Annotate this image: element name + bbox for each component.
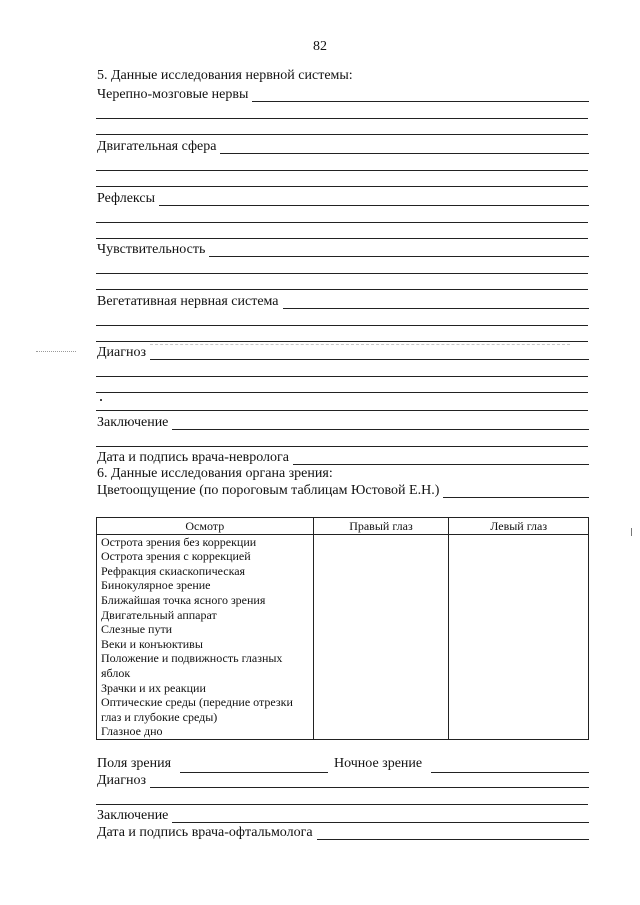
vision-conclusion-label: Заключение xyxy=(97,808,169,823)
visual-fields-line[interactable] xyxy=(180,771,328,773)
vision-conclusion-line[interactable] xyxy=(172,821,589,823)
page-number: 82 xyxy=(313,39,327,54)
exam-item: глаз и глубокие среды) xyxy=(101,709,218,724)
motor-sphere-field[interactable] xyxy=(97,140,589,154)
neuro-diagnosis-line[interactable] xyxy=(150,358,589,360)
blank-line[interactable] xyxy=(96,376,588,377)
autonomic-label: Вегетативная нервная система xyxy=(97,294,279,309)
vision-diagnosis-label: Диагноз xyxy=(97,773,147,788)
blank-line[interactable] xyxy=(96,118,588,119)
blank-line[interactable] xyxy=(96,804,588,805)
exam-item: Двигательный аппарат xyxy=(101,607,217,622)
blank-line[interactable] xyxy=(96,392,588,393)
night-vision-label: Ночное зрение xyxy=(334,756,423,771)
cranial-nerves-field[interactable] xyxy=(97,88,589,102)
column-header-left-eye: Левый глаз xyxy=(449,518,589,535)
cranial-nerves-label: Черепно-мозговые нервы xyxy=(97,87,249,102)
exam-item: Зрачки и их реакции xyxy=(101,680,206,695)
exam-item: Оптические среды (передние отрезки xyxy=(101,695,293,710)
scan-artifact xyxy=(150,344,570,345)
vision-section-title: 6. Данные исследования органа зрения: xyxy=(97,466,333,481)
color-perception-label: Цветоощущение (по пороговым таблицам Юстовой Е.Н.) xyxy=(97,483,440,498)
neuro-conclusion-field[interactable] xyxy=(97,416,589,430)
table-header-row xyxy=(97,518,589,535)
vision-signature-field[interactable] xyxy=(97,826,589,840)
cranial-nerves-line[interactable] xyxy=(252,100,589,102)
autonomic-field[interactable] xyxy=(97,295,589,309)
neuro-conclusion-line[interactable] xyxy=(172,428,589,430)
neuro-diagnosis-field[interactable] xyxy=(97,346,589,360)
vision-exam-table xyxy=(96,517,589,740)
reflexes-line[interactable] xyxy=(159,204,589,206)
vision-diagnosis-line[interactable] xyxy=(150,786,589,788)
column-header-exam: Осмотр xyxy=(97,518,314,535)
exam-item: Веки и конъюктивы xyxy=(101,636,203,651)
exam-item: Острота зрения с коррекцией xyxy=(101,549,251,564)
color-perception-field[interactable] xyxy=(97,484,589,498)
exam-item: яблок xyxy=(101,665,131,680)
vision-conclusion-field[interactable] xyxy=(97,809,589,823)
color-perception-line[interactable] xyxy=(443,496,589,498)
blank-line[interactable] xyxy=(96,341,588,342)
blank-line[interactable] xyxy=(96,410,588,411)
scan-artifact xyxy=(36,351,76,352)
blank-line[interactable] xyxy=(96,238,588,239)
neuro-diagnosis-label: Диагноз xyxy=(97,345,147,360)
sensitivity-field[interactable] xyxy=(97,243,589,257)
exam-item: Глазное дно xyxy=(101,724,163,739)
exam-item: Ближайшая точка ясного зрения xyxy=(101,592,266,607)
exam-item: Рефракция скиаскопическая xyxy=(101,563,246,578)
vision-signature-line[interactable] xyxy=(317,838,589,840)
scan-artifact xyxy=(631,528,632,536)
neuro-conclusion-label: Заключение xyxy=(97,415,169,430)
right-eye-cell[interactable] xyxy=(313,534,449,739)
blank-line[interactable] xyxy=(96,289,588,290)
motor-sphere-label: Двигательная сфера xyxy=(97,139,217,154)
blank-line[interactable] xyxy=(96,446,588,447)
neuro-signature-label: Дата и подпись врача-невролога xyxy=(97,450,289,465)
blank-line[interactable] xyxy=(96,134,588,135)
reflexes-label: Рефлексы xyxy=(97,191,155,206)
neuro-signature-line[interactable] xyxy=(293,463,589,465)
blank-line[interactable] xyxy=(96,273,588,274)
column-header-right-eye: Правый глаз xyxy=(313,518,449,535)
neuro-section-title: 5. Данные исследования нервной системы: xyxy=(97,68,353,83)
night-vision-line[interactable] xyxy=(431,771,589,773)
vision-diagnosis-field[interactable] xyxy=(97,774,589,788)
blank-line[interactable] xyxy=(96,186,588,187)
exam-item: Положение и подвижность глазных xyxy=(101,651,283,666)
sensitivity-label: Чувствительность xyxy=(97,242,206,257)
blank-line[interactable] xyxy=(96,170,588,171)
blank-line[interactable] xyxy=(96,222,588,223)
left-eye-cell[interactable] xyxy=(449,534,589,739)
table-body-row xyxy=(97,534,589,739)
exam-item: Слезные пути xyxy=(101,622,173,637)
autonomic-line[interactable] xyxy=(283,307,589,309)
motor-sphere-line[interactable] xyxy=(220,152,589,154)
reflexes-field[interactable] xyxy=(97,192,589,206)
scan-artifact xyxy=(100,399,102,401)
blank-line[interactable] xyxy=(96,325,588,326)
visual-fields-label: Поля зрения xyxy=(97,756,172,771)
exam-item: Бинокулярное зрение xyxy=(101,578,211,593)
exam-items-cell xyxy=(97,534,314,739)
vision-signature-label: Дата и подпись врача-офтальмолога xyxy=(97,825,313,840)
neuro-signature-field[interactable] xyxy=(97,451,589,465)
sensitivity-line[interactable] xyxy=(209,255,589,257)
exam-item: Острота зрения без коррекции xyxy=(101,534,257,549)
